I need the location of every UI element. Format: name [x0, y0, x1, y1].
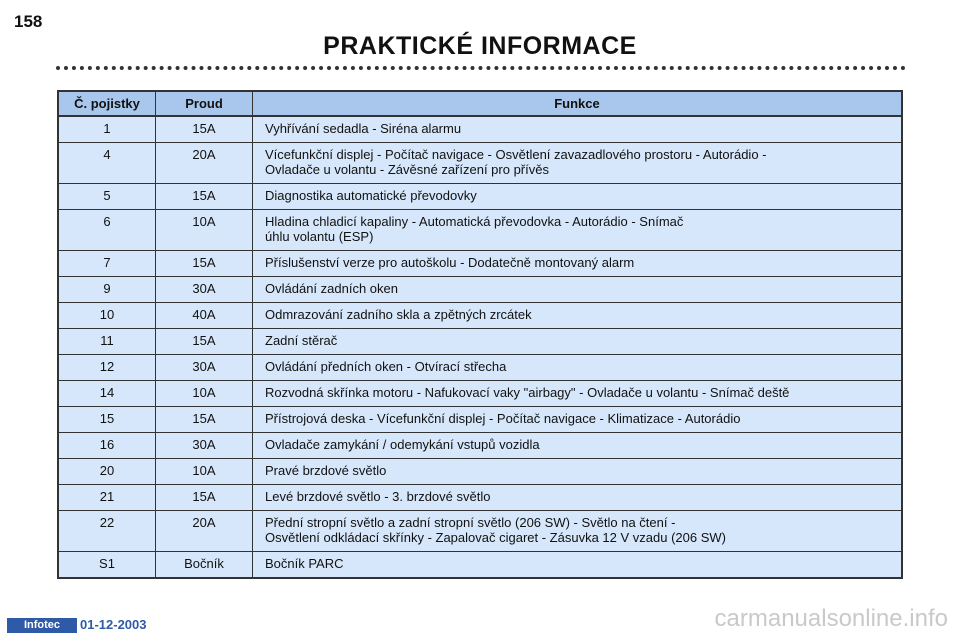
fuse-table [57, 90, 903, 579]
function-cell [253, 277, 903, 303]
function-line: Ovladače zamykání / odemykání vstupů vozidla [265, 437, 540, 452]
table-body [58, 116, 902, 578]
function-cell [253, 303, 903, 329]
fuse-number-cell: 11 [58, 329, 156, 355]
header-current: Proud [156, 91, 253, 116]
table-row [58, 381, 902, 407]
table-row [58, 407, 902, 433]
fuse-number-cell: 6 [58, 210, 156, 251]
function-cell [253, 143, 903, 184]
function-cell [253, 116, 903, 143]
function-line: úhlu volantu (ESP) [265, 229, 374, 244]
function-line: Zadní stěrač [265, 333, 338, 348]
infotec-logo: Infotec [7, 618, 77, 633]
table-row [58, 485, 902, 511]
function-line: Vyhřívání sedadla - Siréna alarmu [265, 121, 462, 136]
function-line: Diagnostika automatické převodovky [265, 188, 477, 203]
function-line: Příslušenství verze pro autoškolu - Dodatečně montovaný alarm [265, 255, 635, 270]
function-line: Ovladače u volantu - Závěsné zařízení pro přívěs [265, 162, 549, 177]
current-cell: 15A [156, 407, 253, 433]
fuse-number-cell: 14 [58, 381, 156, 407]
fuse-number-cell: 4 [58, 143, 156, 184]
fuse-number-cell: 12 [58, 355, 156, 381]
function-line: Odmrazování zadního skla a zpětných zrcátek [265, 307, 532, 322]
table-row [58, 251, 902, 277]
function-line: Osvětlení odkládací skřínky - Zapalovač cigaret - Zásuvka 12 V vzadu (206 SW) [265, 530, 726, 545]
fuse-number-cell: 15 [58, 407, 156, 433]
current-cell: 10A [156, 381, 253, 407]
fuse-number-cell: 1 [58, 116, 156, 143]
function-cell [253, 552, 903, 579]
function-cell [253, 511, 903, 552]
current-cell: 30A [156, 433, 253, 459]
current-cell: 40A [156, 303, 253, 329]
function-cell [253, 355, 903, 381]
current-cell: 30A [156, 355, 253, 381]
function-line: Ovládání zadních oken [265, 281, 398, 296]
table-row [58, 511, 902, 552]
function-cell [253, 329, 903, 355]
current-cell: 30A [156, 277, 253, 303]
function-line: Přístrojová deska - Vícefunkční displej - Počítač navigace - Klimatizace - Autorádio [265, 411, 741, 426]
function-line: Ovládání předních oken - Otvírací střecha [265, 359, 507, 374]
function-line: Přední stropní světlo a zadní stropní světlo (206 SW) - Světlo na čtení - [265, 515, 676, 530]
table-header-row [58, 91, 902, 116]
function-cell [253, 210, 903, 251]
page-number: 158 [14, 12, 43, 31]
current-cell: Bočník [156, 552, 253, 579]
function-line: Hladina chladicí kapaliny - Automatická převodovka - Autorádio - Snímač [265, 214, 684, 229]
page-title: PRAKTICKÉ INFORMACE [323, 32, 637, 60]
current-cell: 20A [156, 143, 253, 184]
function-line: Rozvodná skřínka motoru - Nafukovací vaky "airbagy" - Ovladače u volantu - Snímač deště [265, 385, 790, 400]
table-row [58, 184, 902, 210]
table-row [58, 116, 902, 143]
function-cell [253, 433, 903, 459]
table-row [58, 143, 902, 184]
table-row [58, 459, 902, 485]
function-cell [253, 407, 903, 433]
footer-date: 01-12-2003 [80, 617, 147, 632]
function-cell [253, 251, 903, 277]
function-line: Vícefunkční displej - Počítač navigace - Osvětlení zavazadlového prostoru - Autorádio - [265, 147, 767, 162]
fuse-number-cell: 5 [58, 184, 156, 210]
current-cell: 15A [156, 329, 253, 355]
table-row [58, 552, 902, 579]
current-cell: 10A [156, 459, 253, 485]
title-divider [56, 66, 906, 70]
fuse-number-cell: S1 [58, 552, 156, 579]
current-cell: 15A [156, 116, 253, 143]
header-function: Funkce [253, 91, 903, 116]
header-fuse-number: Č. pojistky [58, 91, 156, 116]
current-cell: 15A [156, 251, 253, 277]
function-line: Levé brzdové světlo - 3. brzdové světlo [265, 489, 491, 504]
current-cell: 15A [156, 485, 253, 511]
watermark: carmanualsonline.info [714, 605, 948, 632]
function-cell [253, 184, 903, 210]
table-row [58, 303, 902, 329]
current-cell: 10A [156, 210, 253, 251]
fuse-number-cell: 20 [58, 459, 156, 485]
fuse-number-cell: 7 [58, 251, 156, 277]
table-row [58, 433, 902, 459]
table-row [58, 329, 902, 355]
function-line: Bočník PARC [265, 556, 344, 571]
table-row [58, 210, 902, 251]
function-cell [253, 485, 903, 511]
fuse-number-cell: 22 [58, 511, 156, 552]
fuse-number-cell: 9 [58, 277, 156, 303]
table-row [58, 355, 902, 381]
function-line: Pravé brzdové světlo [265, 463, 387, 478]
table-row [58, 277, 902, 303]
fuse-number-cell: 10 [58, 303, 156, 329]
current-cell: 15A [156, 184, 253, 210]
function-cell [253, 459, 903, 485]
function-cell [253, 381, 903, 407]
current-cell: 20A [156, 511, 253, 552]
fuse-number-cell: 21 [58, 485, 156, 511]
fuse-number-cell: 16 [58, 433, 156, 459]
